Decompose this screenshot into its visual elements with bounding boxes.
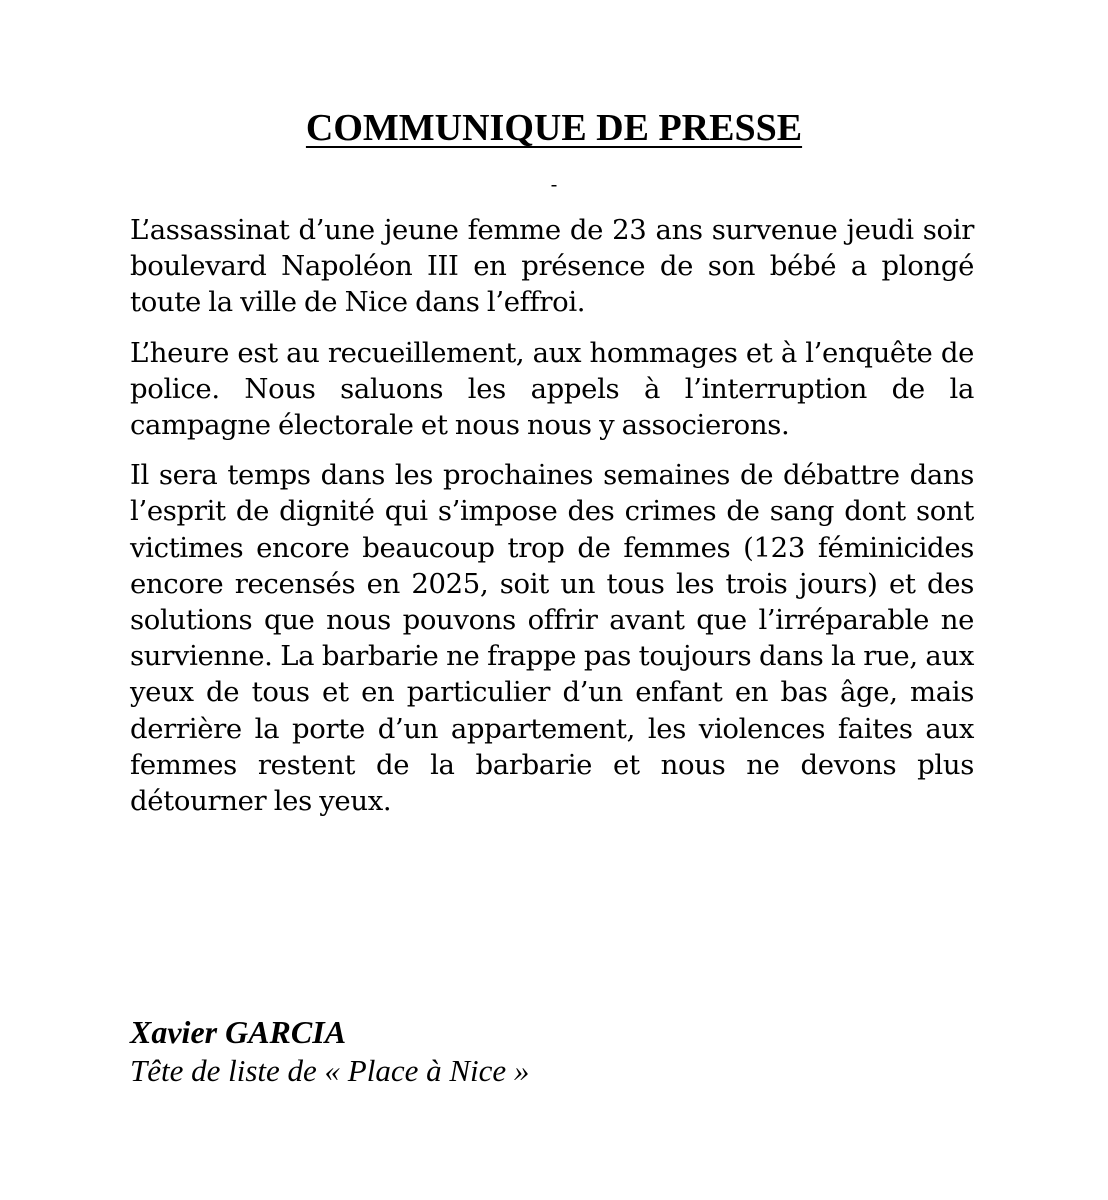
signature-block: [130, 1012, 974, 1090]
paragraph-2: L’heure est au recueillement, aux hommages et à l’enquête de police. Nous saluons les appels à l’interruption de la campagne électorale et nous nous y associerons.: [130, 336, 974, 442]
signatory-name: Xavier GARCIA: [130, 1014, 347, 1050]
document-body: [130, 212, 974, 833]
paragraph-1: L’assassinat d’une jeune femme de 23 ans survenue jeudi soir boulevard Napoléon III en présence de son bébé a plongé toute la ville de Nice dans l’effroi.: [130, 214, 974, 319]
document-title: [0, 104, 1108, 152]
signatory-role: Tête de liste de « Place à Nice »: [130, 1053, 530, 1088]
title-separator: -: [550, 172, 558, 196]
document-title-text: COMMUNIQUE DE PRESSE: [305, 107, 803, 149]
paragraph-3: Il sera temps dans les prochaines semaines de débattre dans l’esprit de dignité qui s’impose des crimes de sang dont sont victimes encore beaucoup trop de femmes (123 féminicides encore recensés en 2025, soit un tous les trois jours) et des solutions que nous pouvons offrir avant que l’irréparable ne survienne. La barbarie ne frappe pas toujours dans la rue, aux yeux de tous et en particulier d’un enfant en bas âge, mais derrière la porte d’un appartement, les violences faites aux femmes restent de la barbarie et nous ne devons plus détourner les yeux.: [130, 459, 974, 818]
